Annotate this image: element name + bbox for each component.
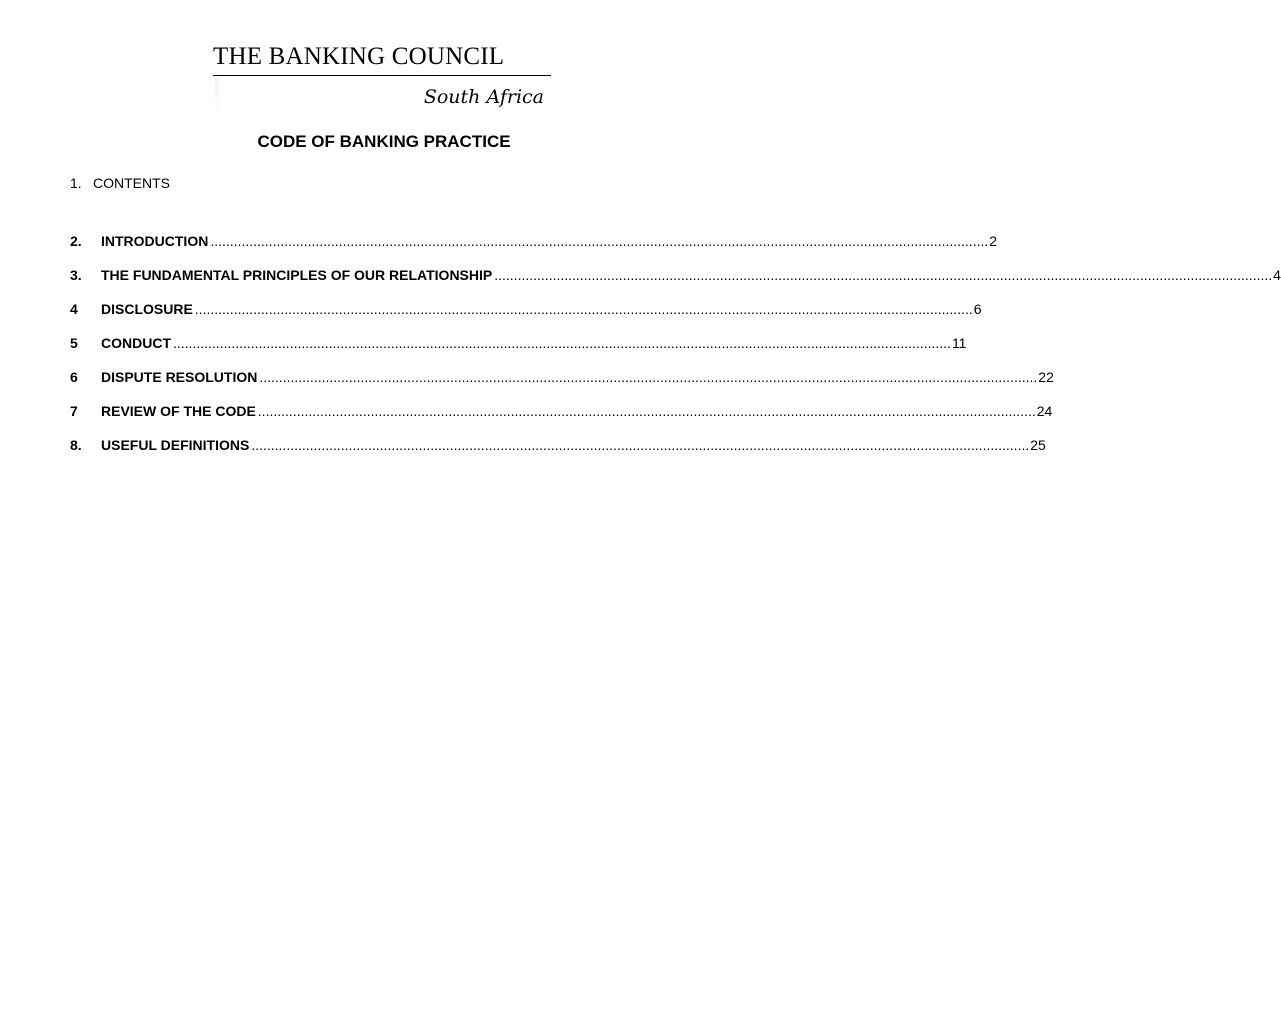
toc-entry-label: INTRODUCTION	[101, 233, 209, 249]
toc-entry-review-of-code[interactable]	[70, 401, 1053, 435]
toc-entry-fundamental-principles[interactable]	[70, 265, 1281, 299]
toc-entry-dispute-resolution[interactable]	[70, 367, 1054, 401]
toc-dot-leader: ........................................................................................................................................................................................................	[257, 403, 1036, 419]
toc-entry-label: CONDUCT	[101, 335, 171, 351]
toc-entry-page: 24	[1036, 403, 1053, 419]
toc-entry-page: 25	[1030, 437, 1046, 453]
toc-entry-number: 3.	[70, 267, 82, 283]
contents-heading	[70, 174, 170, 192]
banking-council-logo	[213, 40, 558, 118]
toc-entry-label: THE FUNDAMENTAL PRINCIPLES OF OUR RELATIONSHIP	[101, 267, 493, 283]
logo-shadow	[215, 78, 219, 114]
toc-entry-conduct[interactable]	[70, 333, 967, 367]
toc-entry-label: DISPUTE RESOLUTION	[101, 369, 258, 385]
toc-dot-leader: ........................................................................................................................................................................................................	[494, 267, 1273, 283]
toc-entry-introduction[interactable]	[70, 231, 998, 265]
toc-dot-leader: ........................................................................................................................................................................................................	[173, 335, 951, 351]
contents-heading-number: 1.	[70, 175, 82, 191]
toc-entry-number: 6	[70, 369, 78, 385]
toc-dot-leader: ........................................................................................................................................................................................................	[251, 437, 1030, 453]
toc-entry-label: USEFUL DEFINITIONS	[101, 437, 250, 453]
toc-entry-page: 22	[1038, 369, 1054, 385]
logo-region: South Africa	[423, 86, 544, 108]
toc-dot-leader: ........................................................................................................................................................................................................	[210, 233, 989, 249]
toc-dot-leader: ........................................................................................................................................................................................................	[194, 301, 973, 317]
toc-entry-useful-definitions[interactable]	[70, 435, 1046, 469]
toc-entry-label: REVIEW OF THE CODE	[101, 403, 256, 419]
toc-entry-disclosure[interactable]	[70, 299, 982, 333]
toc-entry-label: DISCLOSURE	[101, 301, 193, 317]
toc-entry-number: 7	[70, 403, 78, 419]
toc-entry-number: 5	[70, 335, 78, 351]
toc-entry-number: 8.	[70, 437, 82, 453]
toc-entry-page: 11	[951, 335, 967, 351]
table-of-contents	[70, 231, 1281, 469]
toc-entry-page: 2	[989, 233, 998, 249]
document-title: CODE OF BANKING PRACTICE	[257, 132, 511, 151]
toc-entry-number: 2.	[70, 233, 82, 249]
toc-entry-page: 4	[1273, 267, 1281, 283]
toc-entry-page: 6	[973, 301, 982, 317]
toc-dot-leader: ........................................................................................................................................................................................................	[259, 369, 1038, 385]
logo-divider	[213, 75, 551, 76]
logo-organization-name: THE BANKING COUNCIL	[213, 43, 505, 70]
toc-entry-number: 4	[70, 301, 78, 317]
contents-heading-label: CONTENTS	[93, 175, 170, 191]
